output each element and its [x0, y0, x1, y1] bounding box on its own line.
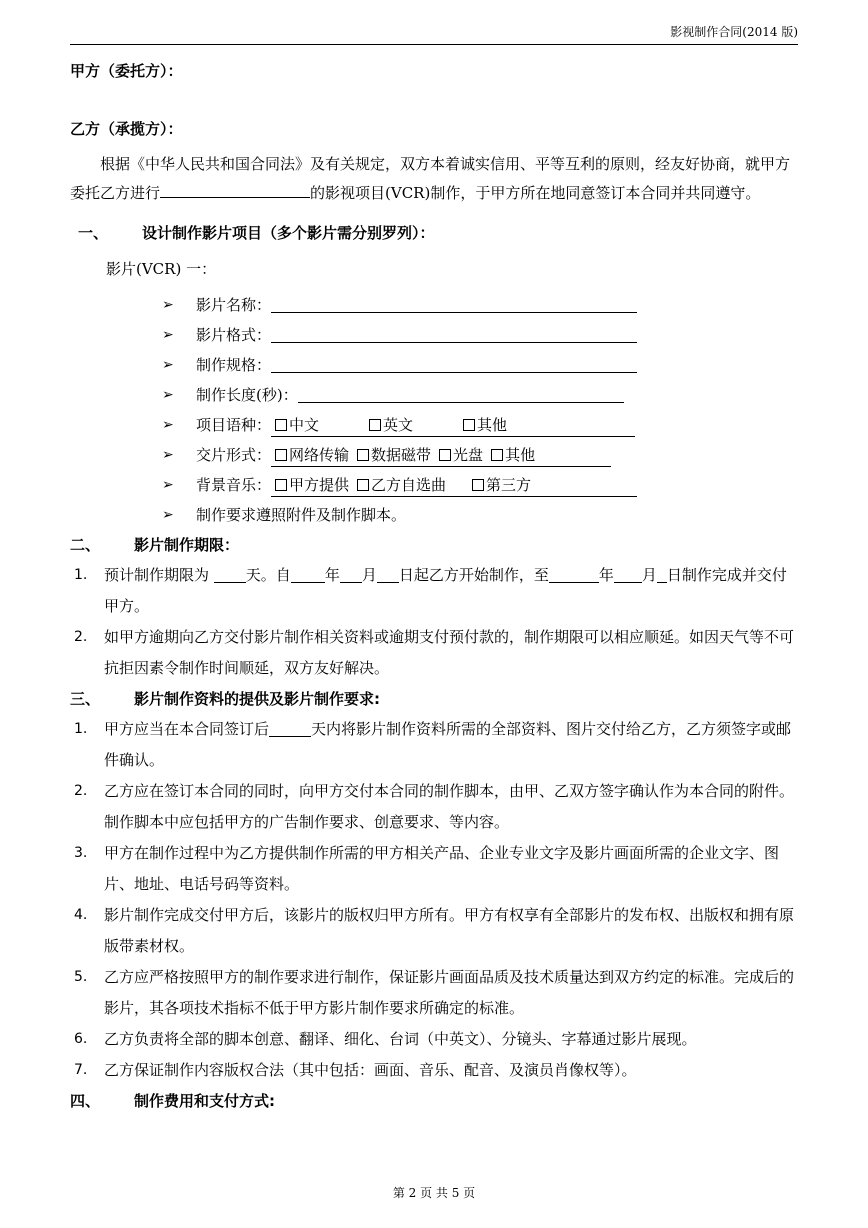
- section-3-number: 三、: [70, 690, 101, 708]
- intro-text-1: 根据《中华人民共和国合同法》及有关规定，双方本着诚实信用、平等互利的原则，经友好协商，就甲方委托乙方进行: [70, 155, 791, 202]
- checkbox[interactable]: [491, 449, 503, 461]
- film-name-blank: [271, 294, 637, 313]
- section-1-title: 设计制作影片项目（多个影片需分别罗列）：: [142, 224, 435, 242]
- text: 乙方应严格按照甲方的制作要求进行制作，保证影片画面品质及技术质量达到双方约定的标准。完成后的影片，其各项技术指标不低于甲方影片制作要求所确定的标准。: [104, 968, 795, 1017]
- project-name-blank: [160, 181, 310, 198]
- section-4-number: 四、: [70, 1092, 101, 1110]
- text: 月: [641, 566, 657, 584]
- item-film-name: [70, 290, 800, 320]
- item-number: 2.: [74, 783, 88, 799]
- intro-text-2: 的影视项目(VCR)制作，于甲方所在地同意签订本合同并共同遵守。: [310, 184, 761, 202]
- section-3-heading: [70, 684, 800, 714]
- checkbox[interactable]: [463, 419, 475, 431]
- days-blank: [214, 565, 246, 583]
- sec3-item-7: [70, 1055, 800, 1086]
- header-title: 影视制作合同(2014 版): [670, 25, 798, 39]
- sec3-item-4: [70, 900, 800, 962]
- option-label: 中文: [289, 416, 320, 434]
- year-blank: [291, 565, 325, 583]
- item-production-length: [70, 380, 800, 410]
- section-2-number: 二、: [70, 536, 101, 554]
- party-a-label: 甲方（委托方）：: [70, 62, 183, 80]
- item-production-note: [70, 500, 800, 530]
- text: 日制作完成并交付甲方。: [104, 566, 787, 615]
- option-label: 其他: [505, 446, 536, 464]
- party-b-label: 乙方（承揽方）：: [70, 120, 183, 138]
- option-label: 乙方自选曲: [371, 476, 447, 494]
- text: 日起乙方开始制作，至: [398, 566, 549, 584]
- option-label: 其他: [477, 416, 508, 434]
- sec3-item-2: [70, 776, 800, 838]
- year-blank: [549, 565, 599, 583]
- item-film-format: [70, 320, 800, 350]
- intro-paragraph: [70, 150, 800, 208]
- section-4-title: 制作费用和支付方式:: [134, 1092, 275, 1110]
- item-number: 2.: [74, 629, 88, 645]
- text: 天内将影片制作资料所需的全部资料、图片交付给乙方，乙方须签字或邮件确认。: [104, 720, 792, 769]
- arrow-bullet-icon: ➢: [162, 297, 174, 313]
- item-label: 交片形式：: [196, 446, 272, 464]
- music-options: [271, 474, 637, 497]
- page-number: 第 2 页 共 5 页: [392, 1186, 476, 1200]
- checkbox[interactable]: [275, 479, 287, 491]
- arrow-bullet-icon: ➢: [162, 327, 174, 343]
- option-label: 第三方: [486, 476, 532, 494]
- page-header: [70, 24, 798, 45]
- option-label: 光盘: [453, 446, 484, 464]
- item-label: 背景音乐：: [196, 476, 272, 494]
- option-label: 甲方提供: [289, 476, 350, 494]
- text: 天。自: [245, 566, 291, 584]
- production-length-blank: [298, 384, 624, 403]
- text: 影片制作完成交付甲方后，该影片的版权归甲方所有。甲方有权享有全部影片的发布权、出版权和拥有原版带素材权。: [104, 906, 795, 955]
- section-3-title: 影片制作资料的提供及影片制作要求:: [134, 690, 381, 708]
- section-1-number: 一、: [78, 224, 109, 242]
- checkbox[interactable]: [472, 479, 484, 491]
- item-label: 影片名称：: [196, 296, 272, 314]
- sec2-item-2: [70, 622, 800, 684]
- day-blank: [657, 565, 667, 583]
- month-blank: [340, 565, 362, 583]
- item-number: 7.: [74, 1062, 88, 1078]
- item-number: 6.: [74, 1031, 88, 1047]
- sec3-item-5: [70, 962, 800, 1024]
- section-2-heading: [70, 530, 800, 560]
- sec3-item-1: [70, 714, 800, 776]
- section-2-title: 影片制作期限：: [134, 536, 240, 554]
- arrow-bullet-icon: ➢: [162, 477, 174, 493]
- language-options: [271, 414, 635, 437]
- month-blank: [614, 565, 642, 583]
- text: 年: [598, 566, 614, 584]
- checkbox[interactable]: [275, 449, 287, 461]
- delivery-options: [271, 444, 611, 467]
- text: 如甲方逾期向乙方交付影片制作相关资料或逾期支付预付款的，制作期限可以相应顺延。如因天气等不可抗拒因素令制作时间顺延，双方友好解决。: [104, 628, 795, 677]
- checkbox[interactable]: [357, 479, 369, 491]
- section-4-heading: [70, 1086, 800, 1116]
- text: 乙方负责将全部的脚本创意、翻译、细化、台词（中英文）、分镜头、字幕通过影片展现。: [104, 1030, 697, 1048]
- checkbox[interactable]: [439, 449, 451, 461]
- arrow-bullet-icon: ➢: [162, 357, 174, 373]
- film-label: 影片(VCR) 一：: [106, 260, 217, 278]
- checkbox[interactable]: [357, 449, 369, 461]
- item-number: 1.: [74, 567, 88, 583]
- option-label: 英文: [383, 416, 414, 434]
- page-footer: [0, 1184, 868, 1201]
- film-format-blank: [271, 324, 637, 343]
- section-1-heading: [70, 218, 800, 248]
- item-number: 1.: [74, 721, 88, 737]
- text: 年: [324, 566, 340, 584]
- production-spec-blank: [271, 354, 637, 373]
- arrow-bullet-icon: ➢: [162, 447, 174, 463]
- item-label: 影片格式：: [196, 326, 272, 344]
- contract-body: [70, 56, 800, 1116]
- checkbox[interactable]: [275, 419, 287, 431]
- arrow-bullet-icon: ➢: [162, 507, 174, 523]
- text: 乙方应在签订本合同的同时，向甲方交付本合同的制作脚本，由甲、乙双方签字确认作为本合同的附件。制作脚本中应包括甲方的广告制作要求、创意要求、等内容。: [104, 782, 795, 831]
- option-label: 数据磁带: [371, 446, 432, 464]
- item-label: 制作要求遵照附件及制作脚本。: [196, 506, 407, 524]
- arrow-bullet-icon: ➢: [162, 387, 174, 403]
- item-number: 5.: [74, 969, 88, 985]
- days-blank: [269, 719, 311, 737]
- text: 甲方在制作过程中为乙方提供制作所需的甲方相关产品、企业专业文字及影片画面所需的企业文字、图片、地址、电话号码等资料。: [104, 844, 780, 893]
- item-language: [70, 410, 800, 440]
- text: 月: [361, 566, 377, 584]
- option-label: 网络传输: [289, 446, 350, 464]
- sec2-item-1: [70, 560, 800, 622]
- item-delivery: [70, 440, 800, 470]
- item-number: 4.: [74, 907, 88, 923]
- sec3-item-6: [70, 1024, 800, 1055]
- sec3-item-3: [70, 838, 800, 900]
- text: 乙方保证制作内容版权合法（其中包括：画面、音乐、配音、及演员肖像权等）。: [104, 1061, 637, 1079]
- item-background-music: [70, 470, 800, 500]
- arrow-bullet-icon: ➢: [162, 417, 174, 433]
- item-label: 制作长度(秒)：: [196, 386, 298, 404]
- item-number: 3.: [74, 845, 88, 861]
- checkbox[interactable]: [369, 419, 381, 431]
- day-blank: [377, 565, 399, 583]
- text: 预计制作期限为: [104, 566, 210, 584]
- text: 甲方应当在本合同签订后: [104, 720, 270, 738]
- item-label: 项目语种：: [196, 416, 272, 434]
- item-production-spec: [70, 350, 800, 380]
- item-label: 制作规格：: [196, 356, 272, 374]
